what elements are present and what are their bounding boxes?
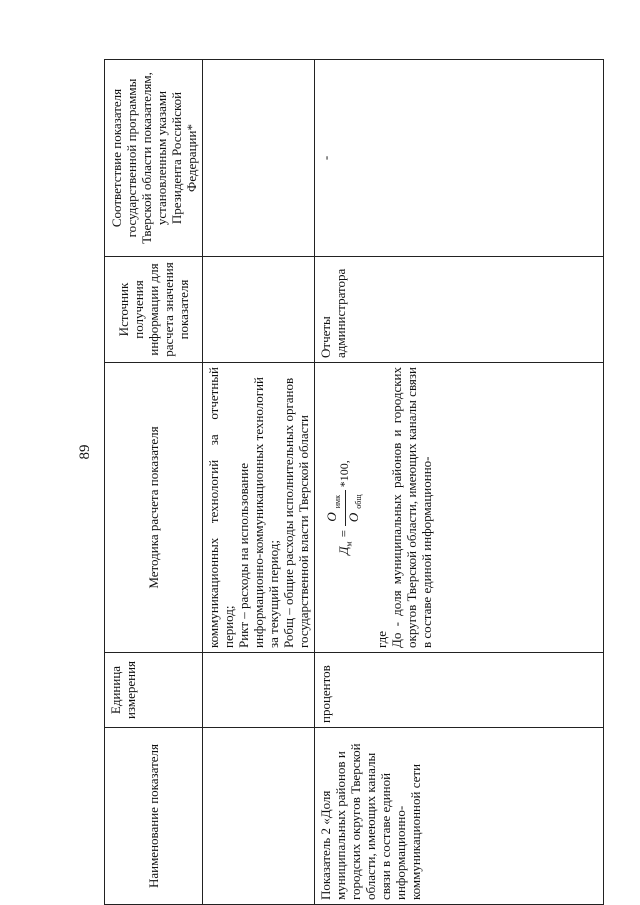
header-method: Методика расчета показателя xyxy=(105,363,203,653)
table-row xyxy=(203,60,315,905)
formula-tail: *100, xyxy=(337,460,352,488)
formula-numerator: $О_{имк}$ xyxy=(324,491,346,527)
row1-name xyxy=(203,728,315,905)
method-where: где xyxy=(374,630,390,648)
row1-conformity xyxy=(203,60,315,257)
row2-conformity: - xyxy=(315,60,604,257)
formula-equals: = xyxy=(336,529,352,539)
header-source: Источник получения информации для расчета значения показателя xyxy=(105,257,203,363)
row2-unit: процентов xyxy=(315,653,604,728)
row1-unit xyxy=(203,653,315,728)
formula-lhs: Д xyxy=(336,546,352,555)
header-conformity: Соответствие показателя государственной программы Тверской области показателям, установленным указами Президента Российской Федерации* xyxy=(105,60,203,257)
page-number: 89 xyxy=(77,444,93,460)
row1-source xyxy=(203,257,315,363)
formula-lhs-sub: м xyxy=(344,541,354,547)
header-unit: Единица измерения xyxy=(105,653,203,728)
method-line: Робщ – общие расходы исполнительных органов государственной власти Тверской области xyxy=(281,377,311,648)
table-row xyxy=(315,60,604,905)
indicators-table xyxy=(104,59,604,905)
row2-source: Отчеты администратора xyxy=(315,257,604,363)
method-line: коммуникационных технологий за отчетный период; xyxy=(206,367,236,648)
row2-method xyxy=(315,363,604,653)
row2-name: Показатель 2 «Доля муниципальных районов и городских округов Тверской области, имеющих каналы связи в составе единой информационно-коммуникационной сети xyxy=(315,728,604,905)
header-name: Наименование показателя xyxy=(105,728,203,905)
method-text: До - доля муниципальных районов и городских округов Тверской области, имеющих каналы связи в составе единой информационно- xyxy=(389,367,435,648)
row1-method xyxy=(203,363,315,653)
method-line: Рикт – расходы на использование информационно-коммуникационных технологий за текущий период; xyxy=(236,377,281,648)
rotated-table-container xyxy=(104,60,604,905)
formula-fraction xyxy=(324,491,366,527)
formula xyxy=(324,367,366,648)
formula-denominator: $О_{общ}$ xyxy=(345,494,364,523)
